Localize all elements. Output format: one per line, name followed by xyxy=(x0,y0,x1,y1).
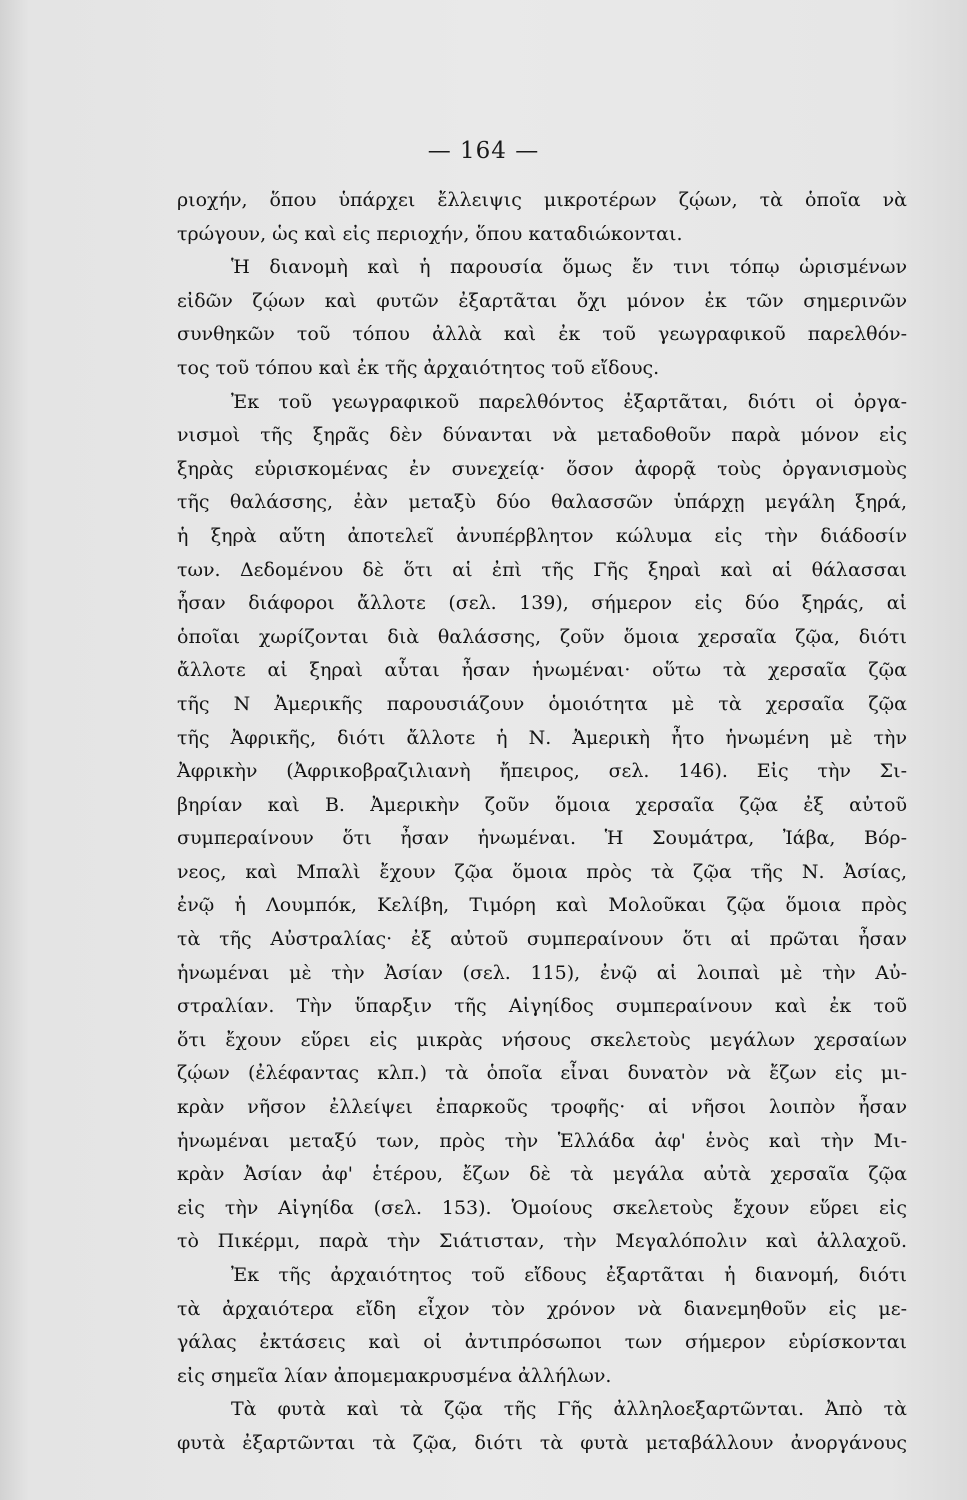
text-line: των. Δεδομένου δὲ ὅτι αἱ ἐπὶ τῆς Γῆς ξηραὶ καὶ αἱ θάλασσαι xyxy=(177,558,907,581)
text-line: ἡ ξηρὰ αὕτη ἀποτελεῖ ἀνυπέρβλητον κώλυμα εἰς τὴν διάδοσίν xyxy=(177,524,907,547)
text-line: εἰδῶν ζῴων καὶ φυτῶν ἐξαρτᾶται ὄχι μόνον ἐκ τῶν σημερινῶν xyxy=(177,289,907,312)
text-line: τῆς θαλάσσης, ἐὰν μεταξὺ δύο θαλασσῶν ὑπάρχῃ μεγάλη ξηρά, xyxy=(177,491,907,514)
text-line: ἡνωμέναι μὲ τὴν Ἀσίαν (σελ. 115), ἐνῷ αἱ λοιπαὶ μὲ τὴν Αὐ- xyxy=(177,961,907,984)
paragraph-start-line: Ἐκ τῆς ἀρχαιότητος τοῦ εἴδους ἐξαρτᾶται ἡ διανομή, διότι xyxy=(231,1264,907,1286)
paragraph-start-line: Ἐκ τοῦ γεωγραφικοῦ παρελθόντος ἐξαρτᾶται, διότι οἱ ὀργα- xyxy=(231,390,907,413)
body-text xyxy=(177,184,907,1461)
text-line: ἡνωμέναι μεταξύ των, πρὸς τὴν Ἑλλάδα ἀφ' ἑνὸς καὶ τὴν Μι- xyxy=(177,1129,907,1152)
text-line: ὁποῖαι χωρίζονται διὰ θαλάσσης, ζοῦν ὅμοια χερσαῖα ζῷα, διότι xyxy=(177,625,907,648)
text-line: ξηρὰς εὑρισκομένας ἐν συνεχείᾳ· ὅσον ἀφορᾷ τοὺς ὀργανισμοὺς xyxy=(177,457,907,480)
text-line: ἦσαν διάφοροι ἄλλοτε (σελ. 139), σήμερον εἰς δύο ξηράς, αἱ xyxy=(177,592,907,615)
text-line: εἰς σημεῖα λίαν ἀπομεμακρυσμένα ἀλλήλων. xyxy=(177,1364,612,1387)
text-line: ὅτι ἔχουν εὕρει εἰς μικρὰς νήσους σκελετοὺς μεγάλων χερσαίων xyxy=(177,1028,907,1051)
page-number: — 164 — xyxy=(427,138,540,164)
text-line: συνθηκῶν τοῦ τόπου ἀλλὰ καὶ ἐκ τοῦ γεωγραφικοῦ παρελθόν- xyxy=(177,323,907,346)
text-line: τρώγουν, ὡς καὶ εἰς περιοχήν, ὅπου καταδιώκονται. xyxy=(177,222,683,245)
text-line: στραλίαν. Τὴν ὕπαρξιν τῆς Αἰγηίδος συμπεραίνουν καὶ ἐκ τοῦ xyxy=(177,995,907,1018)
text-line: ἄλλοτε αἱ ξηραὶ αὗται ἦσαν ἡνωμέναι· οὕτω τὰ χερσαῖα ζῷα xyxy=(177,659,907,682)
text-line: φυτὰ ἐξαρτῶνται τὰ ζῷα, διότι τὰ φυτὰ μεταβάλλουν ἀνοργάνους xyxy=(177,1431,907,1454)
text-line: βηρίαν καὶ Β. Ἀμερικὴν ζοῦν ὅμοια χερσαῖα ζῷα ἐξ αὐτοῦ xyxy=(177,793,907,816)
text-line: νεος, καὶ Μπαλὶ ἔχουν ζῷα ὅμοια πρὸς τὰ ζῷα τῆς Ν. Ἀσίας, xyxy=(177,860,907,883)
text-line: τῆς Ν Ἀμερικῆς παρουσιάζουν ὁμοιότητα μὲ τὰ χερσαῖα ζῷα xyxy=(177,692,907,715)
text-line: γάλας ἐκτάσεις καὶ οἱ ἀντιπρόσωποι των σήμερον εὑρίσκονται xyxy=(177,1331,907,1354)
text-line: συμπεραίνουν ὅτι ἦσαν ἡνωμέναι. Ἡ Σουμάτρα, Ἰάβα, Βόρ- xyxy=(177,827,907,850)
text-line: Ἀφρικὴν (Ἀφρικοβραζιλιανὴ ἤπειρος, σελ. 146). Εἰς τὴν Σι- xyxy=(177,760,907,783)
text-line: κρὰν Ἀσίαν ἀφ' ἑτέρου, ἔζων δὲ τὰ μεγάλα αὐτὰ χερσαῖα ζῷα xyxy=(177,1163,907,1186)
text-line: ριοχήν, ὅπου ὑπάρχει ἔλλειψις μικροτέρων ζῴων, τὰ ὁποῖα νὰ xyxy=(177,189,907,211)
text-line: τος τοῦ τόπου καὶ ἐκ τῆς ἀρχαιότητος τοῦ εἴδους. xyxy=(177,356,660,379)
text-line: τὰ τῆς Αὐστραλίας· ἐξ αὐτοῦ συμπεραίνουν ὅτι αἱ πρῶται ἦσαν xyxy=(177,928,907,951)
text-line: εἰς τὴν Αἰγηίδα (σελ. 153). Ὁμοίους σκελετοὺς ἔχουν εὕρει εἰς xyxy=(177,1196,907,1219)
text-line: τῆς Ἀφρικῆς, διότι ἄλλοτε ἡ Ν. Ἀμερικὴ ἦτο ἡνωμένη μὲ τὴν xyxy=(177,726,907,749)
text-line: ζῴων (ἐλέφαντας κλπ.) τὰ ὁποῖα εἶναι δυνατὸν νὰ ἔζων εἰς μι- xyxy=(177,1062,907,1085)
text-line: νισμοὶ τῆς ξηρᾶς δὲν δύνανται νὰ μεταδοθοῦν παρὰ μόνον εἰς xyxy=(177,424,907,447)
text-line: ἐνῷ ἡ Λουμπόκ, Κελίβη, Τιμόρη καὶ Μολοῦκαι ζῷα ὅμοια πρὸς xyxy=(177,894,907,917)
paragraph-start-line: Τὰ φυτὰ καὶ τὰ ζῷα τῆς Γῆς ἀλληλοεξαρτῶνται. Ἀπὸ τὰ xyxy=(231,1398,907,1421)
text-line: τὰ ἀρχαιότερα εἴδη εἶχον τὸν χρόνον νὰ διανεμηθοῦν εἰς με- xyxy=(177,1297,907,1320)
paragraph-start-line: Ἡ διανομὴ καὶ ἡ παρουσία ὅμως ἔν τινι τόπῳ ὡρισμένων xyxy=(231,256,907,279)
text-line: κρὰν νῆσον ἐλλείψει ἐπαρκοῦς τροφῆς· αἱ νῆσοι λοιπὸν ἦσαν xyxy=(177,1096,907,1119)
text-line: τὸ Πικέρμι, παρὰ τὴν Σιάτισταν, τὴν Μεγαλόπολιν καὶ ἀλλαχοῦ. xyxy=(177,1230,907,1253)
